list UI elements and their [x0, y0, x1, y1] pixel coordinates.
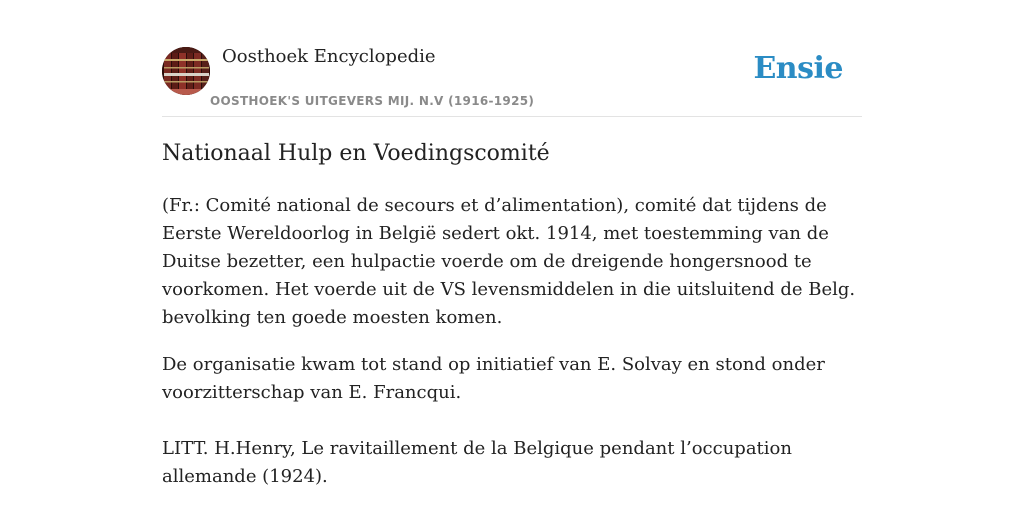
header	[162, 0, 862, 117]
article-title: Nationaal Hulp en Voedingscomité	[162, 141, 550, 166]
article-paragraph-2: De organisatie kwam tot stand op initiatief van E. Solvay en stond onder voorzitterschap van E. Francqui.	[162, 354, 825, 403]
source-title[interactable]: Oosthoek Encyclopedie	[222, 46, 436, 67]
source-avatar[interactable]	[162, 47, 210, 95]
brand-logo[interactable]: Ensie	[753, 51, 843, 86]
article-literature: LITT. H.Henry, Le ravitaillement de la Belgique pendant l’occupation allemande (1924).	[162, 438, 792, 487]
source-subtitle: OOSTHOEK'S UITGEVERS MIJ. N.V (1916-1925)	[210, 94, 535, 108]
article-paragraph-1: (Fr.: Comité national de secours et d’alimentation), comité dat tijdens de Eerste Wereldoorlog in België sedert okt. 1914, met toestemming van de Duitse bezetter, een hulpactie voerde om de dreigende hongersnood te voorkomen. Het voerde uit de VS levensmiddelen in die uitsluitend de Belg. bevolking ten goede moesten komen.	[162, 195, 856, 328]
book-spines-icon	[162, 47, 210, 95]
page	[162, 0, 862, 512]
